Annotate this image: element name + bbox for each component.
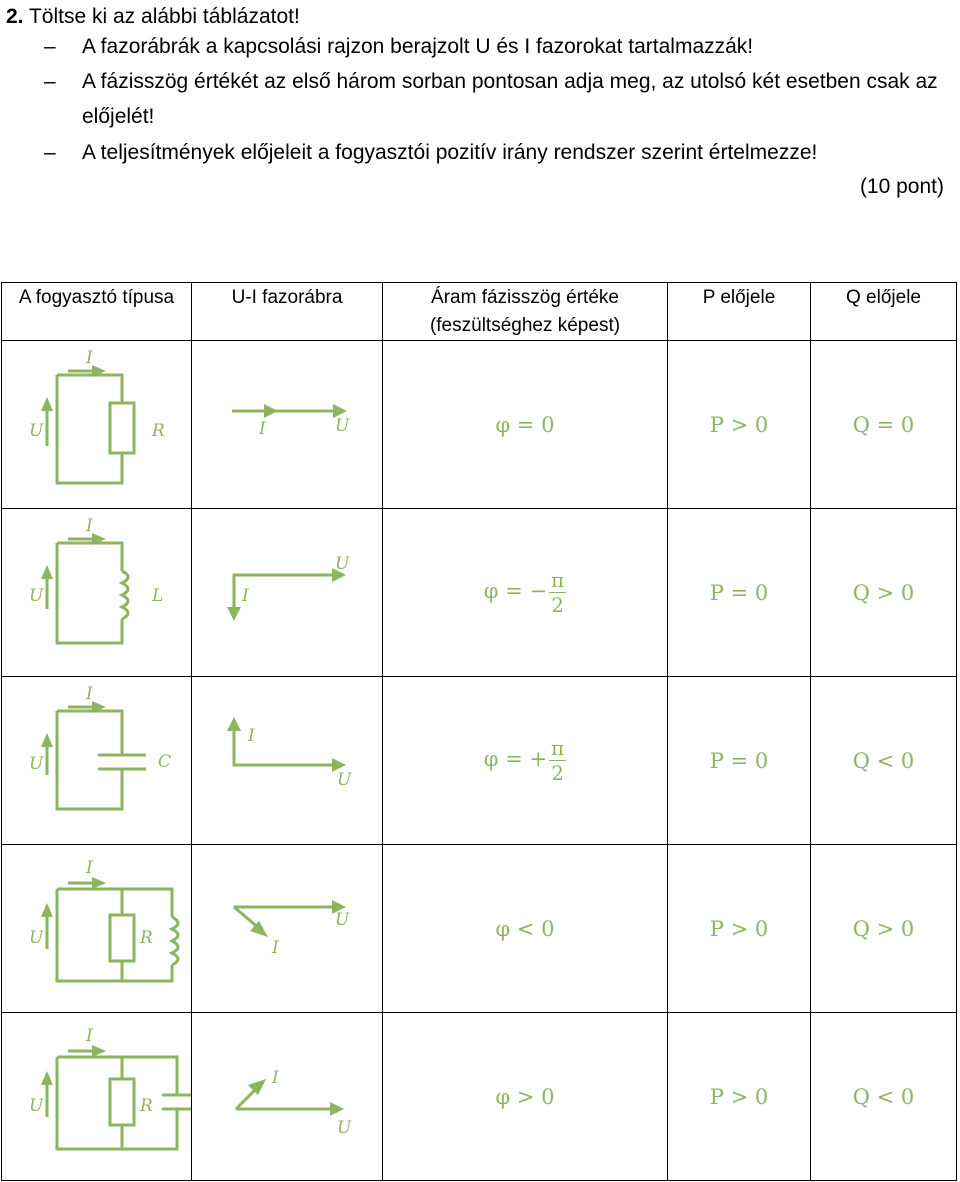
phasor-cell [192,677,383,845]
points-label: (10 pont) [859,175,944,198]
circuit-cell [2,677,192,845]
resistor-circuit-diagram [2,341,191,508]
current-label: I [86,348,93,368]
q-sign-cell: Q > 0 [811,845,957,1013]
voltage-phasor-label: U [335,554,350,574]
voltage-phasor-label: U [337,1118,352,1138]
current-phasor-label: I [242,586,249,606]
task-title: Töltse ki az alábbi táblázatot! [28,5,300,28]
phase-angle-cell [383,677,668,845]
element-label: R [140,1096,153,1116]
bullet-mark: – [44,70,56,93]
element-label: C [158,752,172,772]
phasor-cell [192,341,383,509]
phase-angle-value: φ = 0 [495,412,555,437]
instruction-3: A teljesítmények előjeleit a fogyasztói pozitív irány rendszer szerint értelmezze! [82,141,818,164]
circuit-cell [2,509,192,677]
phasor-diagram [192,341,382,508]
instruction-1: A fazorábrák a kapcsolási rajzon berajzolt U és I fazorokat tartalmazzák! [82,35,754,58]
q-sign-cell: Q < 0 [811,677,957,845]
fraction-numerator: π [551,736,565,760]
fraction [549,736,566,785]
capacitor-circuit-diagram [2,677,191,844]
p-sign-cell: P > 0 [668,1013,811,1181]
bullet-mark: – [44,35,56,58]
phasor-diagram [192,677,382,844]
phasor-diagram [192,509,382,676]
current-phasor-label: I [272,1068,279,1088]
element-label: R [152,421,165,441]
circuit-cell [2,341,192,509]
current-label: I [86,516,93,536]
p-sign-cell: P > 0 [668,845,811,1013]
phase-angle-cell [383,341,668,509]
q-sign-cell: Q > 0 [811,509,957,677]
phasor-cell [192,845,383,1013]
p-sign-cell: P > 0 [668,341,811,509]
header-p-sign: P előjele [668,283,811,341]
element-label: L [152,586,164,606]
voltage-phasor-label: U [337,770,352,790]
table-row [2,341,957,509]
voltage-label: U [29,754,44,774]
table-row [2,677,957,845]
voltage-label: U [29,586,44,606]
table-row [2,845,957,1013]
phasor-cell [192,509,383,677]
p-sign-cell: P = 0 [668,677,811,845]
header-phase-angle: Áram fázisszög értéke (feszültséghez képest) [383,283,668,341]
q-sign-cell: Q < 0 [811,1013,957,1181]
rc-parallel-circuit-diagram [2,1013,191,1180]
header-q-sign: Q előjele [811,283,957,341]
bullet-mark: – [44,141,56,164]
voltage-label: U [29,1096,44,1116]
fraction-denominator: 2 [551,761,564,785]
voltage-phasor-label: U [335,416,350,436]
current-phasor-label: I [272,938,279,958]
phasor-diagram [192,1013,382,1180]
inductor-circuit-diagram [2,509,191,676]
instruction-2: A fázisszög értékét az első három sorban pontosan adja meg, az utolsó két esetben csak az előjelét! [82,70,938,128]
header-consumer-type: A fogyasztó típusa [2,283,192,341]
table-row [2,1013,957,1181]
current-phasor-label: I [248,726,255,746]
phase-angle-prefix: φ = − [483,579,548,603]
voltage-phasor-label: U [335,910,350,930]
circuit-cell [2,1013,192,1181]
current-phasor-label: I [259,419,266,439]
phase-angle-value: φ > 0 [495,1084,555,1109]
voltage-label: U [29,928,44,948]
voltage-label: U [29,421,44,441]
p-sign-cell: P = 0 [668,509,811,677]
header-phasor-diagram: U-I fazorábra [192,283,383,341]
task-heading [6,4,300,30]
phase-angle-cell [383,1013,668,1181]
phase-angle-cell [383,509,668,677]
phasor-cell [192,1013,383,1181]
phase-angle-cell [383,845,668,1013]
element-label: R [140,928,153,948]
phasor-diagram [192,845,382,1012]
q-sign-cell: Q = 0 [811,341,957,509]
rl-parallel-circuit-diagram [2,845,191,1012]
fraction-numerator: π [551,568,565,592]
phase-angle-prefix: φ = + [483,747,548,771]
current-label: I [86,858,93,878]
phase-angle-value: φ < 0 [495,916,555,941]
header-row [2,283,957,341]
fraction [549,568,566,617]
task-number: 2. [6,5,24,28]
answer-table [1,282,957,1181]
circuit-cell [2,845,192,1013]
fraction-denominator: 2 [551,593,564,617]
current-label: I [86,684,93,704]
current-label: I [86,1026,93,1046]
table-row [2,509,957,677]
